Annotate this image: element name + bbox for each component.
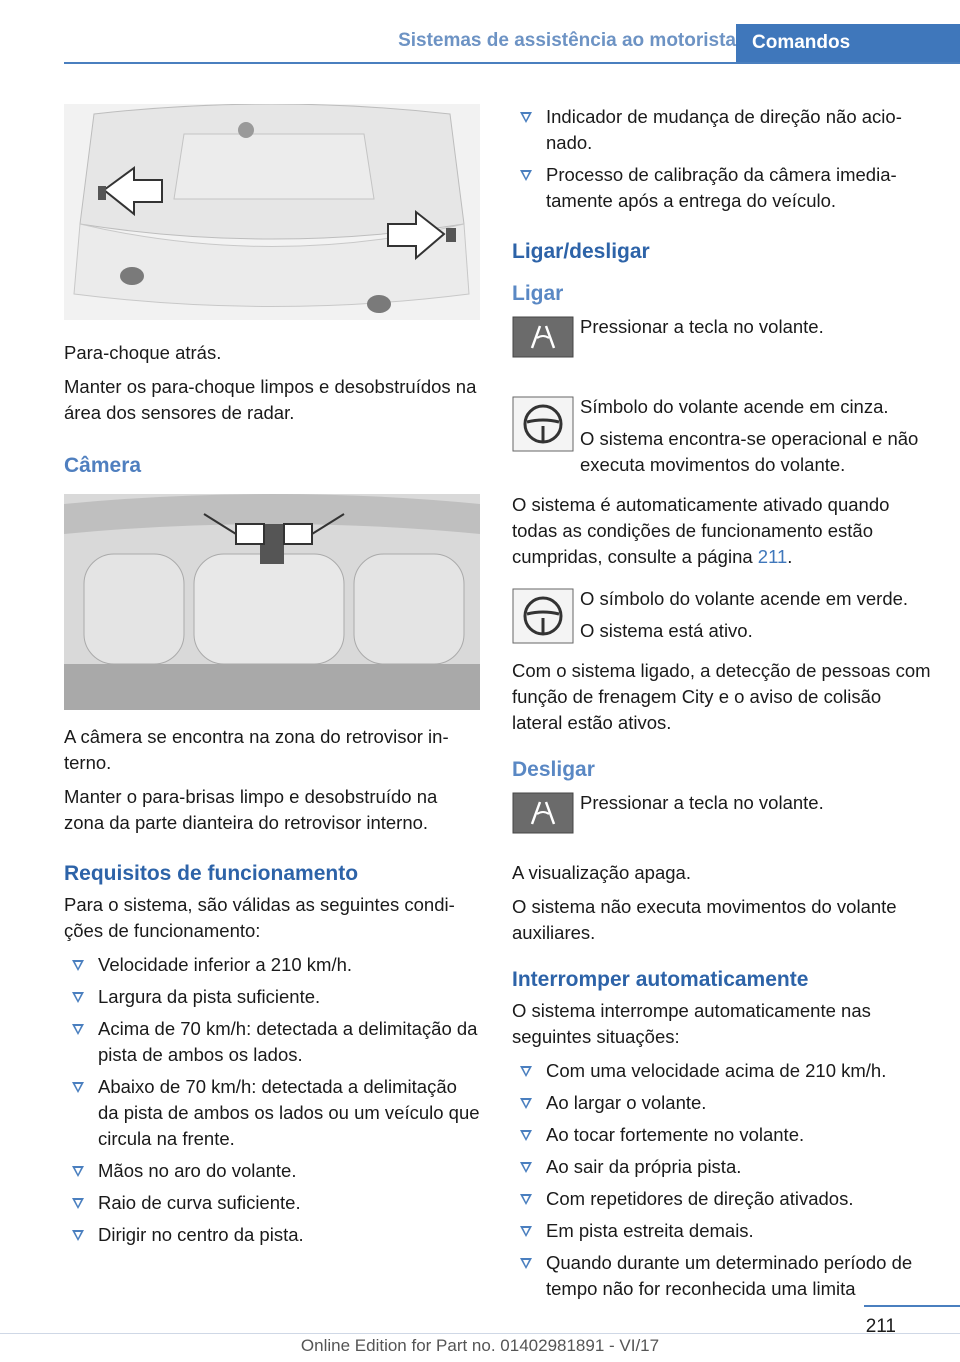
green-symbol-block <box>512 586 932 644</box>
footer-divider <box>0 1333 960 1334</box>
operational-text: O sistema encontra-se operacional e não executa movimentos do volante. <box>580 428 919 475</box>
on-off-heading: Ligar/desligar <box>512 240 650 263</box>
list-item: Ao sair da própria pista. <box>512 1154 932 1180</box>
list-item: Dirigir no centro da pista. <box>64 1222 480 1248</box>
list-item: Velocidade inferior a 210 km/h. <box>64 952 480 978</box>
page-number: 211 <box>865 1316 896 1337</box>
chapter-tab: Comandos <box>736 24 960 62</box>
bumper-caption: Para-choque atrás. <box>64 342 222 363</box>
triangle-bullet-icon <box>520 170 532 181</box>
bumper-paragraph: Manter os para-choque limpos e desobstruídos na área dos sensores de radar. <box>64 376 477 423</box>
triangle-bullet-icon <box>520 1226 532 1237</box>
triangle-bullet-icon <box>72 1198 84 1209</box>
triangle-bullet-icon <box>520 1098 532 1109</box>
page-link[interactable]: 211 <box>757 546 788 567</box>
no-movement-text: O sistema não executa movimentos do volante auxiliares. <box>512 896 897 943</box>
on-summary-text: Com o sistema ligado, a detecção de pessoas com função de frenagem City e o aviso de colisão lateral estão ativos. <box>512 660 931 733</box>
interrupt-intro: O sistema interrompe automaticamente nas seguintes situações: <box>512 1000 871 1047</box>
camera-photo <box>64 494 480 710</box>
active-text: O sistema está ativo. <box>580 620 753 641</box>
list-item: Processo de calibração da câmera imediatamente após a entrega do veículo. <box>512 162 932 214</box>
triangle-bullet-icon <box>520 112 532 123</box>
left-column <box>64 104 480 1254</box>
edition-footer: Online Edition for Part no. 01402981891 - VI/17 <box>300 1336 660 1355</box>
list-item: Com repetidores de direção ativados. <box>512 1186 932 1212</box>
interrupt-list <box>512 1058 932 1302</box>
requirements-heading: Requisitos de funcionamento <box>64 862 359 885</box>
triangle-bullet-icon <box>520 1066 532 1077</box>
list-item: Quando durante um determinado período de tempo não for reconhecida uma limita <box>512 1250 932 1302</box>
green-symbol-text: O símbolo do volante acende em verde. <box>580 588 909 609</box>
steering-wheel-icon <box>512 588 574 644</box>
list-item: Indicador de mudança de direção não acionado. <box>512 104 932 156</box>
triangle-bullet-icon <box>72 1024 84 1035</box>
page-number-bar <box>864 1305 960 1307</box>
steering-wheel-icon <box>512 396 574 452</box>
conditions-continued-list <box>512 104 932 214</box>
camera-paragraph: Manter o para-brisas limpo e desobstruído na zona da parte dianteira do retrovisor interno. <box>64 786 438 833</box>
list-item: Largura da pista suficiente. <box>64 984 480 1010</box>
gray-symbol-block <box>512 394 932 478</box>
triangle-bullet-icon <box>72 1166 84 1177</box>
lane-assist-button-icon <box>512 316 574 368</box>
requirements-intro: Para o sistema, são válidas as seguintes condições de funcionamento: <box>64 894 455 941</box>
triangle-bullet-icon <box>72 960 84 971</box>
off-press-text: Pressionar a tecla no volante. <box>580 792 824 813</box>
list-item: Ao tocar fortemente no volante. <box>512 1122 932 1148</box>
page-header <box>64 0 960 64</box>
triangle-bullet-icon <box>520 1194 532 1205</box>
display-off-text: A visualização apaga. <box>512 862 691 883</box>
list-item: Mãos no aro do volante. <box>64 1158 480 1184</box>
list-item: Abaixo de 70 km/h: detectada a delimitação da pista de ambos os lados ou um veículo que circula na frente. <box>64 1074 480 1152</box>
camera-heading: Câmera <box>64 454 142 477</box>
right-column <box>512 104 932 1308</box>
list-item: Ao largar o volante. <box>512 1090 932 1116</box>
requirements-list <box>64 952 480 1248</box>
triangle-bullet-icon <box>72 992 84 1003</box>
on-heading: Ligar <box>512 282 564 305</box>
triangle-bullet-icon <box>72 1230 84 1241</box>
on-press-text: Pressionar a tecla no volante. <box>580 316 824 337</box>
lane-assist-button-icon <box>512 792 574 844</box>
triangle-bullet-icon <box>520 1258 532 1269</box>
list-item: Com uma velocidade acima de 210 km/h. <box>512 1058 932 1084</box>
interrupt-heading: Interromper automaticamente <box>512 968 809 991</box>
triangle-bullet-icon <box>72 1082 84 1093</box>
triangle-bullet-icon <box>520 1162 532 1173</box>
off-instruction <box>512 790 932 848</box>
rear-bumper-photo <box>64 104 480 320</box>
triangle-bullet-icon <box>520 1130 532 1141</box>
list-item: Acima de 70 km/h: detectada a delimitação da pista de ambos os lados. <box>64 1016 480 1068</box>
off-heading: Desligar <box>512 758 595 781</box>
on-instruction <box>512 314 932 372</box>
list-item: Em pista estreita demais. <box>512 1218 932 1244</box>
list-item: Raio de curva suficiente. <box>64 1190 480 1216</box>
auto-activation-text: O sistema é automaticamente ativado quando todas as condições de funcionamento estão cumpridas, consulte a página 211. <box>512 494 890 567</box>
gray-symbol-text: Símbolo do volante acende em cinza. <box>580 396 889 417</box>
section-title: Sistemas de assistência ao motorista <box>398 30 736 51</box>
camera-caption: A câmera se encontra na zona do retrovisor interno. <box>64 726 449 773</box>
